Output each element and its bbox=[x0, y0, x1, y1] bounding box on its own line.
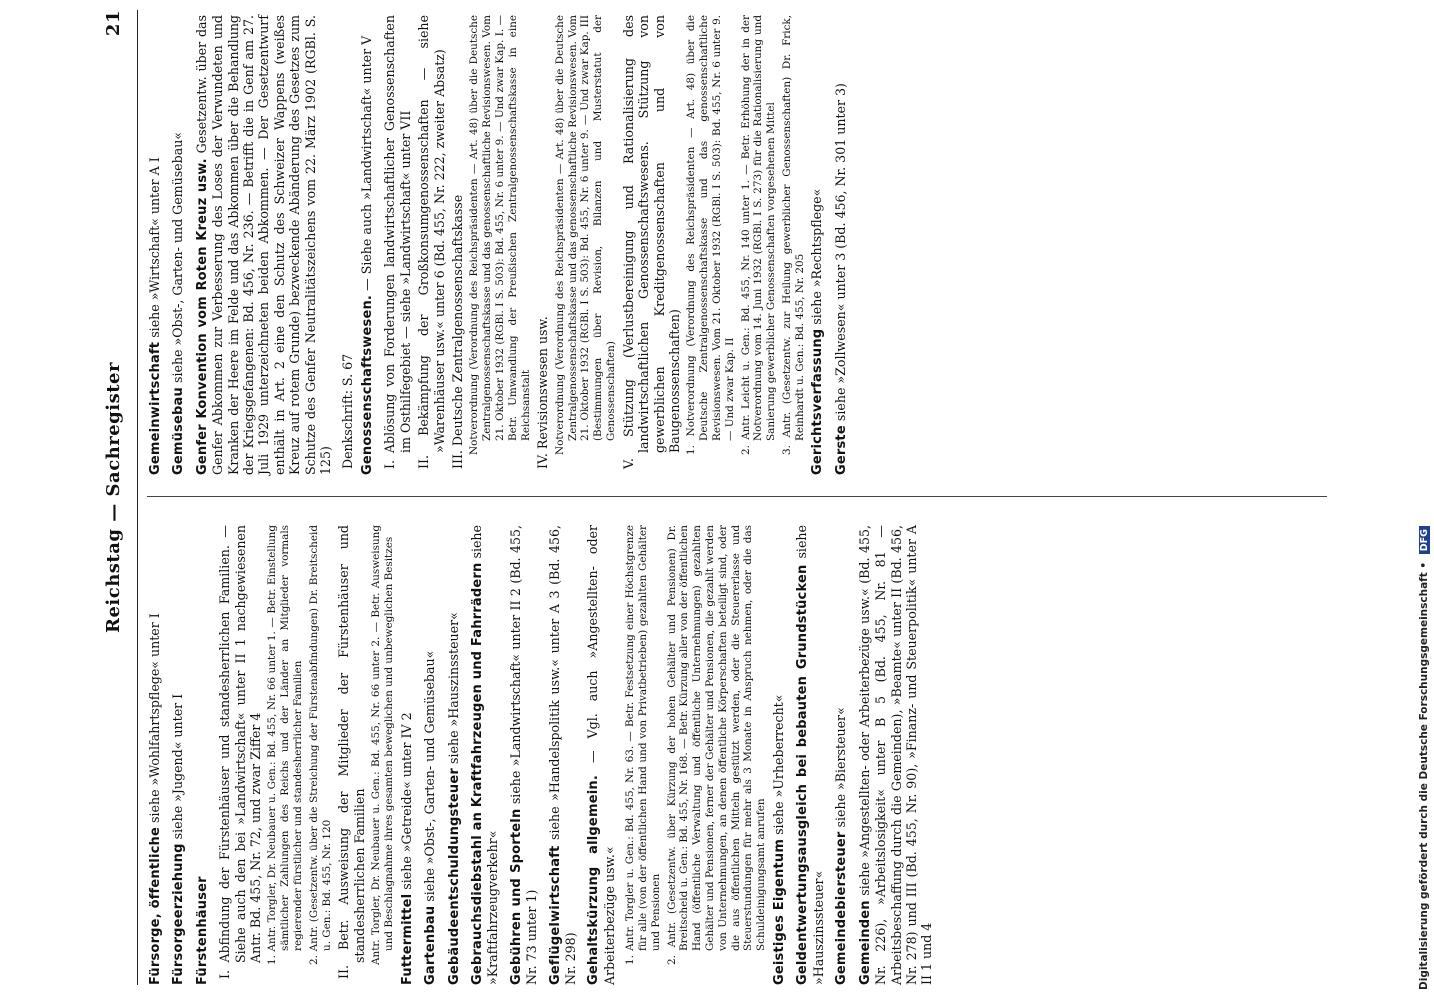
register-entry bbox=[585, 525, 617, 985]
entry-text: siehe »Hauszinssteuer« bbox=[794, 525, 826, 985]
register-entry bbox=[771, 525, 787, 985]
entry-text: siehe »Obst-, Garten- und Gemüsebau« bbox=[422, 650, 438, 902]
entry-heading: Genfer Konvention vom Roten Kreuz usw. bbox=[194, 158, 210, 475]
entry-heading: Fürstenhäuser bbox=[194, 876, 210, 985]
sub-sub-entry: 2. Antr. Leicht u. Gen.: Bd. 455, Nr. 140 unter 1. — Betr. Erhöhung der in der Notverordnung vom 14. Juni 1932 (RGBl. I S. 273) für die Rationalisierung und Sanierung gewerblicher Genossenschaften vorgesehenen Mittel bbox=[739, 15, 778, 455]
entry-text: siehe »Wohlfahrtspflege« unter I bbox=[147, 613, 162, 823]
dfg-logo: DFG bbox=[1419, 526, 1430, 554]
entry-heading: Geflügelwirtschaft bbox=[547, 845, 563, 985]
entry-text: — Siehe auch »Landwirtschaft« unter V bbox=[358, 35, 374, 291]
register-entry bbox=[547, 525, 579, 985]
register-entry bbox=[833, 15, 849, 475]
entry-heading: Gartenbau bbox=[423, 905, 439, 985]
sub-entry: Denkschrift: S. 67 bbox=[340, 353, 356, 469]
entry-heading: Gebäudeentschuldungsteuer bbox=[446, 767, 462, 985]
register-entry bbox=[469, 525, 501, 985]
sub-sub-entry: 1. Antr. Torgler u. Gen.: Bd. 455, Nr. 63. — Betr. Festsetzung einer Höchstgrenze für alle (von der öffentlichen Hand und von Privatbetrieben) gezahlten Gehälter und Pensionen bbox=[624, 525, 662, 965]
entry-text: siehe »Kraftfahrzeugverkehr« bbox=[469, 525, 501, 985]
entry-heading: Gemeinwirtschaft bbox=[148, 341, 163, 475]
sub-entry: V. Stützung (Verlustbereinigung und Rationalisierung des landwirtschaftlichen Genossenschaftswesens. Stützung von gewerblichen Kreditgenossenschaften und von Baugenossenschaften) bbox=[620, 15, 682, 469]
sub-sub-entry: Notverordnung (Verordnung des Reichspräsidenten — Art. 48) über die Deutsche Zentralgenossenschaftskasse und das genossenschaftliche Revisionswesen. Vom 21. Oktober 1932 (RGBl. I S. 503): Bd. 455, Nr. 6 unter 9. — Und zwar Kap. III (Bestimmungen über Revision, Bilanzen und Musterstatut der Genossenschaften) bbox=[553, 15, 617, 455]
entry-text: siehe »Landwirtschaft« unter II 2 (Bd. 455, Nr. 73 unter 1) bbox=[507, 525, 540, 985]
entry-text: Gesetzentw. über das Genfer Abkommen zur Verbesserung des Loses der Verwundeten und Kranken der Heere im Felde und das Abkommen über die Behandlung der Kriegsgefangenen: Bd. 456, Nr. 236. — Betrifft die in Genf am 27. Juli 1929 unterzeichneten beiden Abkommen. — Der Gesetzentwurf enthält in Art. 2 eine den Schutz des Schweizer Wappens (weißes Kreuz auf rotem Grunde) bezweckende Abänderung des Gesetzes zum Schutze des Genfer Neutralitätszeichens vom 22. März 1902 (RGBl. S. 125) bbox=[193, 15, 334, 475]
entry-heading: Geistiges Eigentum bbox=[772, 838, 788, 985]
entry-heading: Geldentwertungsausgleich bei bebauten Grundstücken bbox=[795, 564, 811, 985]
register-entry bbox=[399, 525, 415, 985]
entry-heading: Gehaltskürzung allgemein. bbox=[586, 775, 602, 985]
entry-heading: Gerste bbox=[833, 425, 849, 475]
sub-sub-entry: 3. Antr. (Gesetzentw. zur Heilung gewerblicher Genossenschaften) Dr. Frick, Reinhardt u. Gen.: Bd. 455, Nr. 205 bbox=[780, 15, 806, 455]
sub-entry: II. Betr. Ausweisung der Mitglieder der Fürstenhäuser und standesherrlichen Familien bbox=[336, 525, 367, 979]
entry-heading: Gebrauchsdiebstahl an Kraftfahrzeugen und Fahrrädern bbox=[470, 562, 486, 985]
entry-text: siehe »Getreide« unter IV 2 bbox=[398, 712, 414, 890]
dfg-note-text: Digitalisierung gefördert durch die Deutsche Forschungsgemeinschaft • bbox=[1418, 561, 1430, 990]
entry-heading: Gemeinden bbox=[857, 900, 873, 985]
register-entry bbox=[446, 525, 462, 985]
entry-heading: Gerichtsverfassung bbox=[810, 328, 826, 475]
sub-sub-entry: 1. Notverordnung (Verordnung des Reichspräsidenten — Art. 48) über die Deutsche Zentralgenossenschaftskasse und das genossenschaftliche Revisionswesen. Vom 21. Oktober 1932 (RGBl. I S. 503): Bd. 455, Nr. 6 unter 9. — Und zwar Kap. II bbox=[685, 15, 736, 455]
sub-entry: I. Abfindung der Fürstenhäuser und standesherrlichen Familien. — Siehe auch den bei »Landwirtschaft« unter II 1 nachgewiesenen Antr. Bd. 455, Nr. 72, und zwar Ziffer 4 bbox=[217, 525, 264, 979]
sub-entry: II. Bekämpfung der Großkonsumgenossenschaften — siehe »Warenhäuser usw.« unter 6 (Bd. 455, Nr. 222, zweiter Absatz) bbox=[416, 15, 447, 469]
entry-text: siehe »Biersteuer« bbox=[833, 707, 849, 828]
sub-sub-entry: 2. Antr. (Gesetzentw. über Kürzung der hohen Gehälter und Pensionen) Dr. Breitscheid u. Gen.: Bd. 455, Nr. 168. — Betr. Kürzung aller von der öffentlichen Hand (öffentliche Verwaltung und öffentliche Unternehmungen) gezahlten Gehälter und Pensionen, ferner der Gehälter und Pensionen, die gezahlt werden von Unternehmungen, an denen öffentliche Körperschaften beteiligt sind, oder die aus öffentlichen Mitteln gestützt werden, oder die Steuererlasse und Steuerstundungen für mehr als 3 Monate in Anspruch nehmen, oder die das Schuldeinigungsamt anrufen bbox=[665, 525, 768, 965]
entry-text: — Vgl. auch »Angestellten- oder Arbeiterbezüge usw.« bbox=[585, 525, 617, 985]
sub-entry: III. Deutsche Zentralgenossenschaftskasse bbox=[449, 194, 465, 469]
register-entry bbox=[147, 15, 163, 475]
register-entry bbox=[170, 525, 186, 985]
rotated-register-page bbox=[95, 10, 1335, 985]
register-entry bbox=[359, 15, 375, 475]
page-number: 21 bbox=[103, 10, 124, 37]
sub-entry: IV. Revisionswesen usw. bbox=[535, 316, 551, 469]
entry-text: siehe »Zollwesen« unter 3 (Bd. 456, Nr. 301 unter 3) bbox=[832, 83, 848, 422]
entry-heading: Gemeindebiersteuer bbox=[834, 831, 850, 985]
register-entry bbox=[422, 525, 438, 985]
sub-sub-entry: 2. Antr. (Gesetzentw. über die Streichung der Fürstenabfindungen) Dr. Breitscheid u. Gen.: Bd. 455, Nr. 120 bbox=[307, 525, 333, 965]
entry-heading: Fürsorgeerziehung bbox=[171, 843, 187, 985]
register-entry bbox=[833, 525, 849, 985]
entry-text: siehe »Urheberrecht« bbox=[771, 694, 787, 835]
entry-text: siehe »Wirtschaft« unter A I bbox=[147, 157, 162, 338]
register-entry bbox=[809, 15, 825, 475]
entry-heading: Fürsorge, öffentliche bbox=[148, 827, 163, 985]
page-header bbox=[95, 10, 138, 985]
entry-heading: Futtermittel bbox=[399, 893, 415, 985]
register-entry bbox=[508, 525, 540, 985]
entry-text: siehe »Hauszinssteuer« bbox=[445, 612, 461, 764]
entry-text: siehe »Rechtspflege« bbox=[809, 188, 825, 325]
sub-sub-entry: Notverordnung (Verordnung des Reichspräsidenten — Art. 48) über die Deutsche Zentralgenossenschaftskasse und das genossenschaftliche Revisionswesen. Vom 21. Oktober 1932 (RGBl. I S. 503): Bd. 455, Nr. 6 unter 9. — Und zwar Kap. I. — Betr. Umwandlung der Preußischen Zentralgenossenschaftskasse in eine Reichsanstalt bbox=[468, 15, 532, 455]
register-entry bbox=[857, 525, 935, 985]
right-column bbox=[147, 15, 856, 475]
register-entry bbox=[194, 525, 210, 985]
entry-heading: Gebühren und Sporteln bbox=[508, 808, 524, 985]
register-entry bbox=[794, 525, 826, 985]
sub-entry: I. Ablösung von Forderungen landwirtschaftlicher Genossenschaften im Osthilfegebiet — siehe »Landwirtschaft« unter VII bbox=[382, 15, 413, 469]
entry-text: siehe »Obst-, Garten- und Gemüsebau« bbox=[170, 131, 186, 383]
register-entry bbox=[194, 15, 334, 475]
entry-heading: Gemüsebau bbox=[171, 387, 187, 475]
column-divider bbox=[147, 496, 1327, 497]
register-entry bbox=[170, 15, 186, 475]
dfg-side-note bbox=[1418, 10, 1432, 990]
left-column bbox=[147, 525, 942, 985]
entry-text: siehe »Handelspolitik usw.« unter A 3 (Bd. 456, Nr. 298) bbox=[546, 525, 579, 985]
page-title: Reichstag — Sachregister bbox=[103, 362, 124, 633]
register-entry bbox=[147, 525, 163, 985]
sub-sub-entry: Antr. Torgler, Dr. Neubauer u. Gen.: Bd. 455, Nr. 66 unter 2. — Betr. Ausweisung und Beschlagnahme ihres gesamten beweglichen und unbeweglichen Besitzes bbox=[370, 525, 396, 965]
sub-sub-entry: 1. Antr. Torgler, Dr. Neubauer u. Gen.: Bd. 455, Nr. 66 unter 1. — Betr. Einstellung sämtlicher Zahlungen des Reichs und der Länder an Mitglieder vormals regierender fürstlicher und standesherrlicher Familien bbox=[266, 525, 305, 965]
entry-heading: Genossenschaftswesen. bbox=[359, 294, 375, 475]
entry-text: siehe »Angestellten- oder Arbeiterbezüge usw.« (Bd. 455, Nr. 226), »Arbeitslosigkeit« unter B 5 (Bd. 455, Nr. 81 — Arbeitsbeschaffung durch die Gemeinden), »Beamte« unter II (Bd. 456, Nr. 278) und III (Bd. 455, Nr. 90), »Finanz- und Steuerpolitik« unter A II 1 und 4 bbox=[856, 525, 935, 985]
entry-text: siehe »Jugend« unter I bbox=[170, 693, 186, 840]
